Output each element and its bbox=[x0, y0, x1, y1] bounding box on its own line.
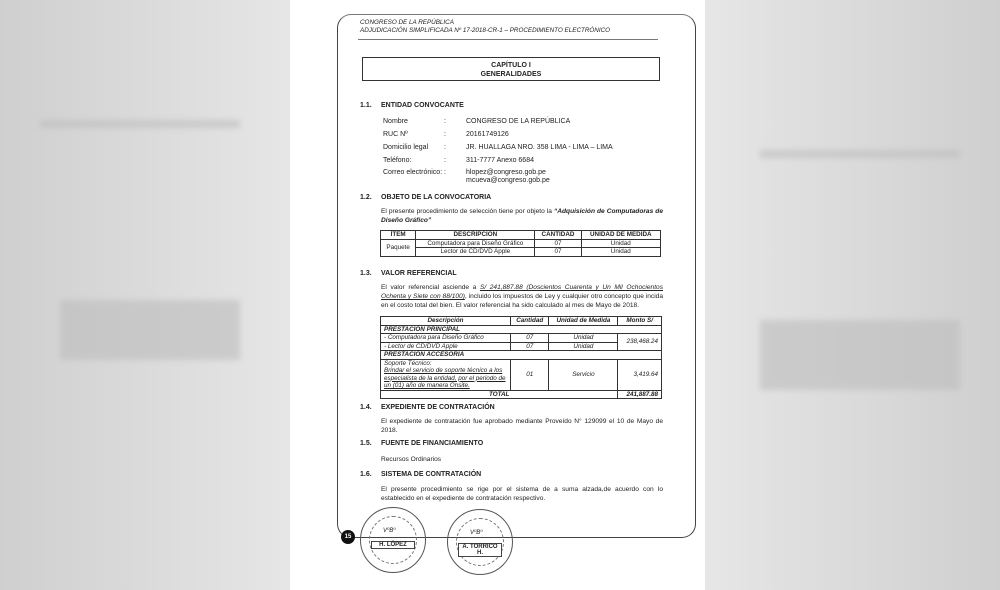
cell: - Computadora para Diseño Gráfico bbox=[381, 334, 511, 343]
cell: Servicio bbox=[549, 359, 618, 390]
group-header: PRESTACIÓN PRINCIPAL bbox=[381, 325, 662, 334]
chapter-box bbox=[362, 57, 660, 81]
cell: 01 bbox=[511, 359, 549, 390]
section-number: 1.4. bbox=[360, 404, 372, 411]
th: Descripción bbox=[381, 317, 511, 326]
chapter-title: CAPÍTULO I bbox=[491, 62, 531, 69]
cell: 07 bbox=[535, 248, 581, 257]
page-number-badge: 15 bbox=[341, 530, 355, 544]
cell: Unidad bbox=[549, 334, 618, 343]
cell: 07 bbox=[511, 342, 549, 351]
section-number: 1.5. bbox=[360, 440, 372, 447]
items-table bbox=[380, 230, 661, 257]
field-label: Domicilio legal bbox=[383, 144, 429, 151]
field-label: Teléfono: bbox=[383, 157, 412, 164]
colon: : bbox=[444, 131, 446, 138]
total-label: TOTAL bbox=[381, 390, 618, 399]
th: Unidad de Medida bbox=[549, 317, 618, 326]
cell: Computadora para Diseño Gráfico bbox=[416, 239, 535, 248]
colon: : bbox=[444, 144, 446, 151]
paragraph: El expediente de contratación fue aprobado mediante Proveído N° 129099 el 10 de Mayo de 2018. bbox=[381, 418, 663, 434]
cell: 3,419.64 bbox=[618, 359, 662, 390]
th: Monto S/ bbox=[618, 317, 662, 326]
group-header: PRESTACIÓN ACCESORIA bbox=[381, 351, 662, 360]
field-value: 20161749126 bbox=[466, 131, 509, 138]
total-value: 241,887.88 bbox=[618, 390, 662, 399]
th: DESCRIPCIÓN bbox=[416, 231, 535, 240]
paragraph: El presente procedimiento se rige por el sistema de a suma alzada,de acuerdo con lo establecido en el expediente de contratación respectivo. bbox=[381, 486, 663, 502]
section-title: ENTIDAD CONVOCANTE bbox=[381, 102, 464, 109]
text: El presente procedimiento de selección tiene por objeto la bbox=[381, 208, 554, 215]
field-value: 311-7777 Anexo 6684 bbox=[466, 157, 534, 164]
seal-ring bbox=[369, 516, 417, 564]
seal-stamp bbox=[360, 507, 426, 573]
field-label: Correo electrónico: bbox=[383, 169, 443, 176]
amount-cell: 238,468.24 bbox=[618, 334, 662, 351]
field-value: CONGRESO DE LA REPÚBLICA bbox=[466, 118, 571, 125]
section-title: VALOR REFERENCIAL bbox=[381, 270, 457, 277]
cell: Brindar el servicio de soporte técnico a los especialista de la entidad, por el periodo de un (01) año de manera Onsite. bbox=[384, 367, 506, 389]
th: Cantidad bbox=[511, 317, 549, 326]
seal-stamp bbox=[447, 509, 513, 575]
cell: Lector de CD/DVD Apple bbox=[416, 248, 535, 257]
text: , incluido los impuestos de Ley y cualquier otro concepto que incida en el costo total del bien. El valor referencial ha sido calculado al mes de Mayo de 2018. bbox=[381, 293, 663, 309]
table-row bbox=[381, 239, 661, 248]
cell: Unidad bbox=[549, 342, 618, 351]
colon: : bbox=[444, 118, 446, 125]
value-table bbox=[380, 316, 662, 399]
section-title: OBJETO DE LA CONVOCATORIA bbox=[381, 194, 492, 201]
th: UNIDAD DE MEDIDA bbox=[581, 231, 660, 240]
blur-block bbox=[60, 300, 240, 360]
chapter-subtitle: GENERALIDADES bbox=[480, 71, 542, 78]
blur-block bbox=[760, 320, 960, 390]
seal-name: H. LÓPEZ bbox=[371, 541, 415, 549]
field-label: RUC Nº bbox=[383, 131, 408, 138]
blur-block bbox=[40, 120, 240, 128]
paragraph bbox=[381, 207, 663, 225]
blurred-background-left bbox=[0, 0, 290, 590]
section-number: 1.3. bbox=[360, 270, 372, 277]
seal-ring bbox=[456, 518, 504, 566]
cell: Soporte Técnico: bbox=[384, 359, 432, 367]
colon: : bbox=[444, 157, 446, 164]
amount-text: S/ 241,887.88 (Doscientos Cuarenta y Un Mil Ochocientos Ochenta y Siete con 88/100) bbox=[381, 284, 663, 300]
email-value: hlopez@congreso.gob.pe bbox=[466, 169, 546, 176]
section-number: 1.2. bbox=[360, 194, 372, 201]
blurred-background-right bbox=[705, 0, 1000, 590]
table-row bbox=[381, 334, 662, 343]
bold-text: “Adquisición de Computadoras de Diseño Gráfico” bbox=[381, 208, 663, 224]
th: ÍTEM bbox=[381, 231, 416, 240]
header-line1: CONGRESO DE LA REPÚBLICA bbox=[360, 19, 454, 26]
blur-block bbox=[760, 150, 960, 158]
cell: Unidad bbox=[581, 248, 660, 257]
colon: : bbox=[444, 169, 446, 176]
cell: 07 bbox=[535, 239, 581, 248]
item-cell: Paquete bbox=[381, 239, 416, 256]
section-title: FUENTE DE FINANCIAMIENTO bbox=[381, 440, 484, 447]
header-line2: ADJUDICACIÓN SIMPLIFICADA Nº 17-2018-CR-1 – PROCEDIMIENTO ELECTRÓNICO bbox=[360, 27, 611, 34]
paragraph: Recursos Ordinarios bbox=[381, 456, 442, 463]
table-row bbox=[381, 359, 662, 390]
paragraph bbox=[381, 283, 663, 310]
email-value: mcueva@congreso.gob.pe bbox=[466, 177, 550, 184]
cell: 07 bbox=[511, 334, 549, 343]
text: El valor referencial asciende a bbox=[381, 284, 480, 291]
cell: Unidad bbox=[581, 239, 660, 248]
section-number: 1.6. bbox=[360, 471, 372, 478]
seal-vb: VºBº bbox=[383, 528, 396, 534]
th: CANTIDAD bbox=[535, 231, 581, 240]
cell: - Lector de CD/DVD Apple bbox=[381, 342, 511, 351]
section-title: SISTEMA DE CONTRATACIÓN bbox=[381, 471, 482, 478]
section-title: EXPEDIENTE DE CONTRATACIÓN bbox=[381, 404, 495, 411]
field-value: JR. HUALLAGA NRO. 358 LIMA - LIMA – LIMA bbox=[466, 144, 613, 151]
section-number: 1.1. bbox=[360, 102, 372, 109]
seal-vb: VºBº bbox=[470, 530, 483, 536]
seal-name: A. TORRICO H. bbox=[458, 543, 502, 557]
table-row bbox=[381, 248, 661, 257]
header-divider bbox=[358, 39, 658, 40]
field-label: Nombre bbox=[383, 118, 408, 125]
